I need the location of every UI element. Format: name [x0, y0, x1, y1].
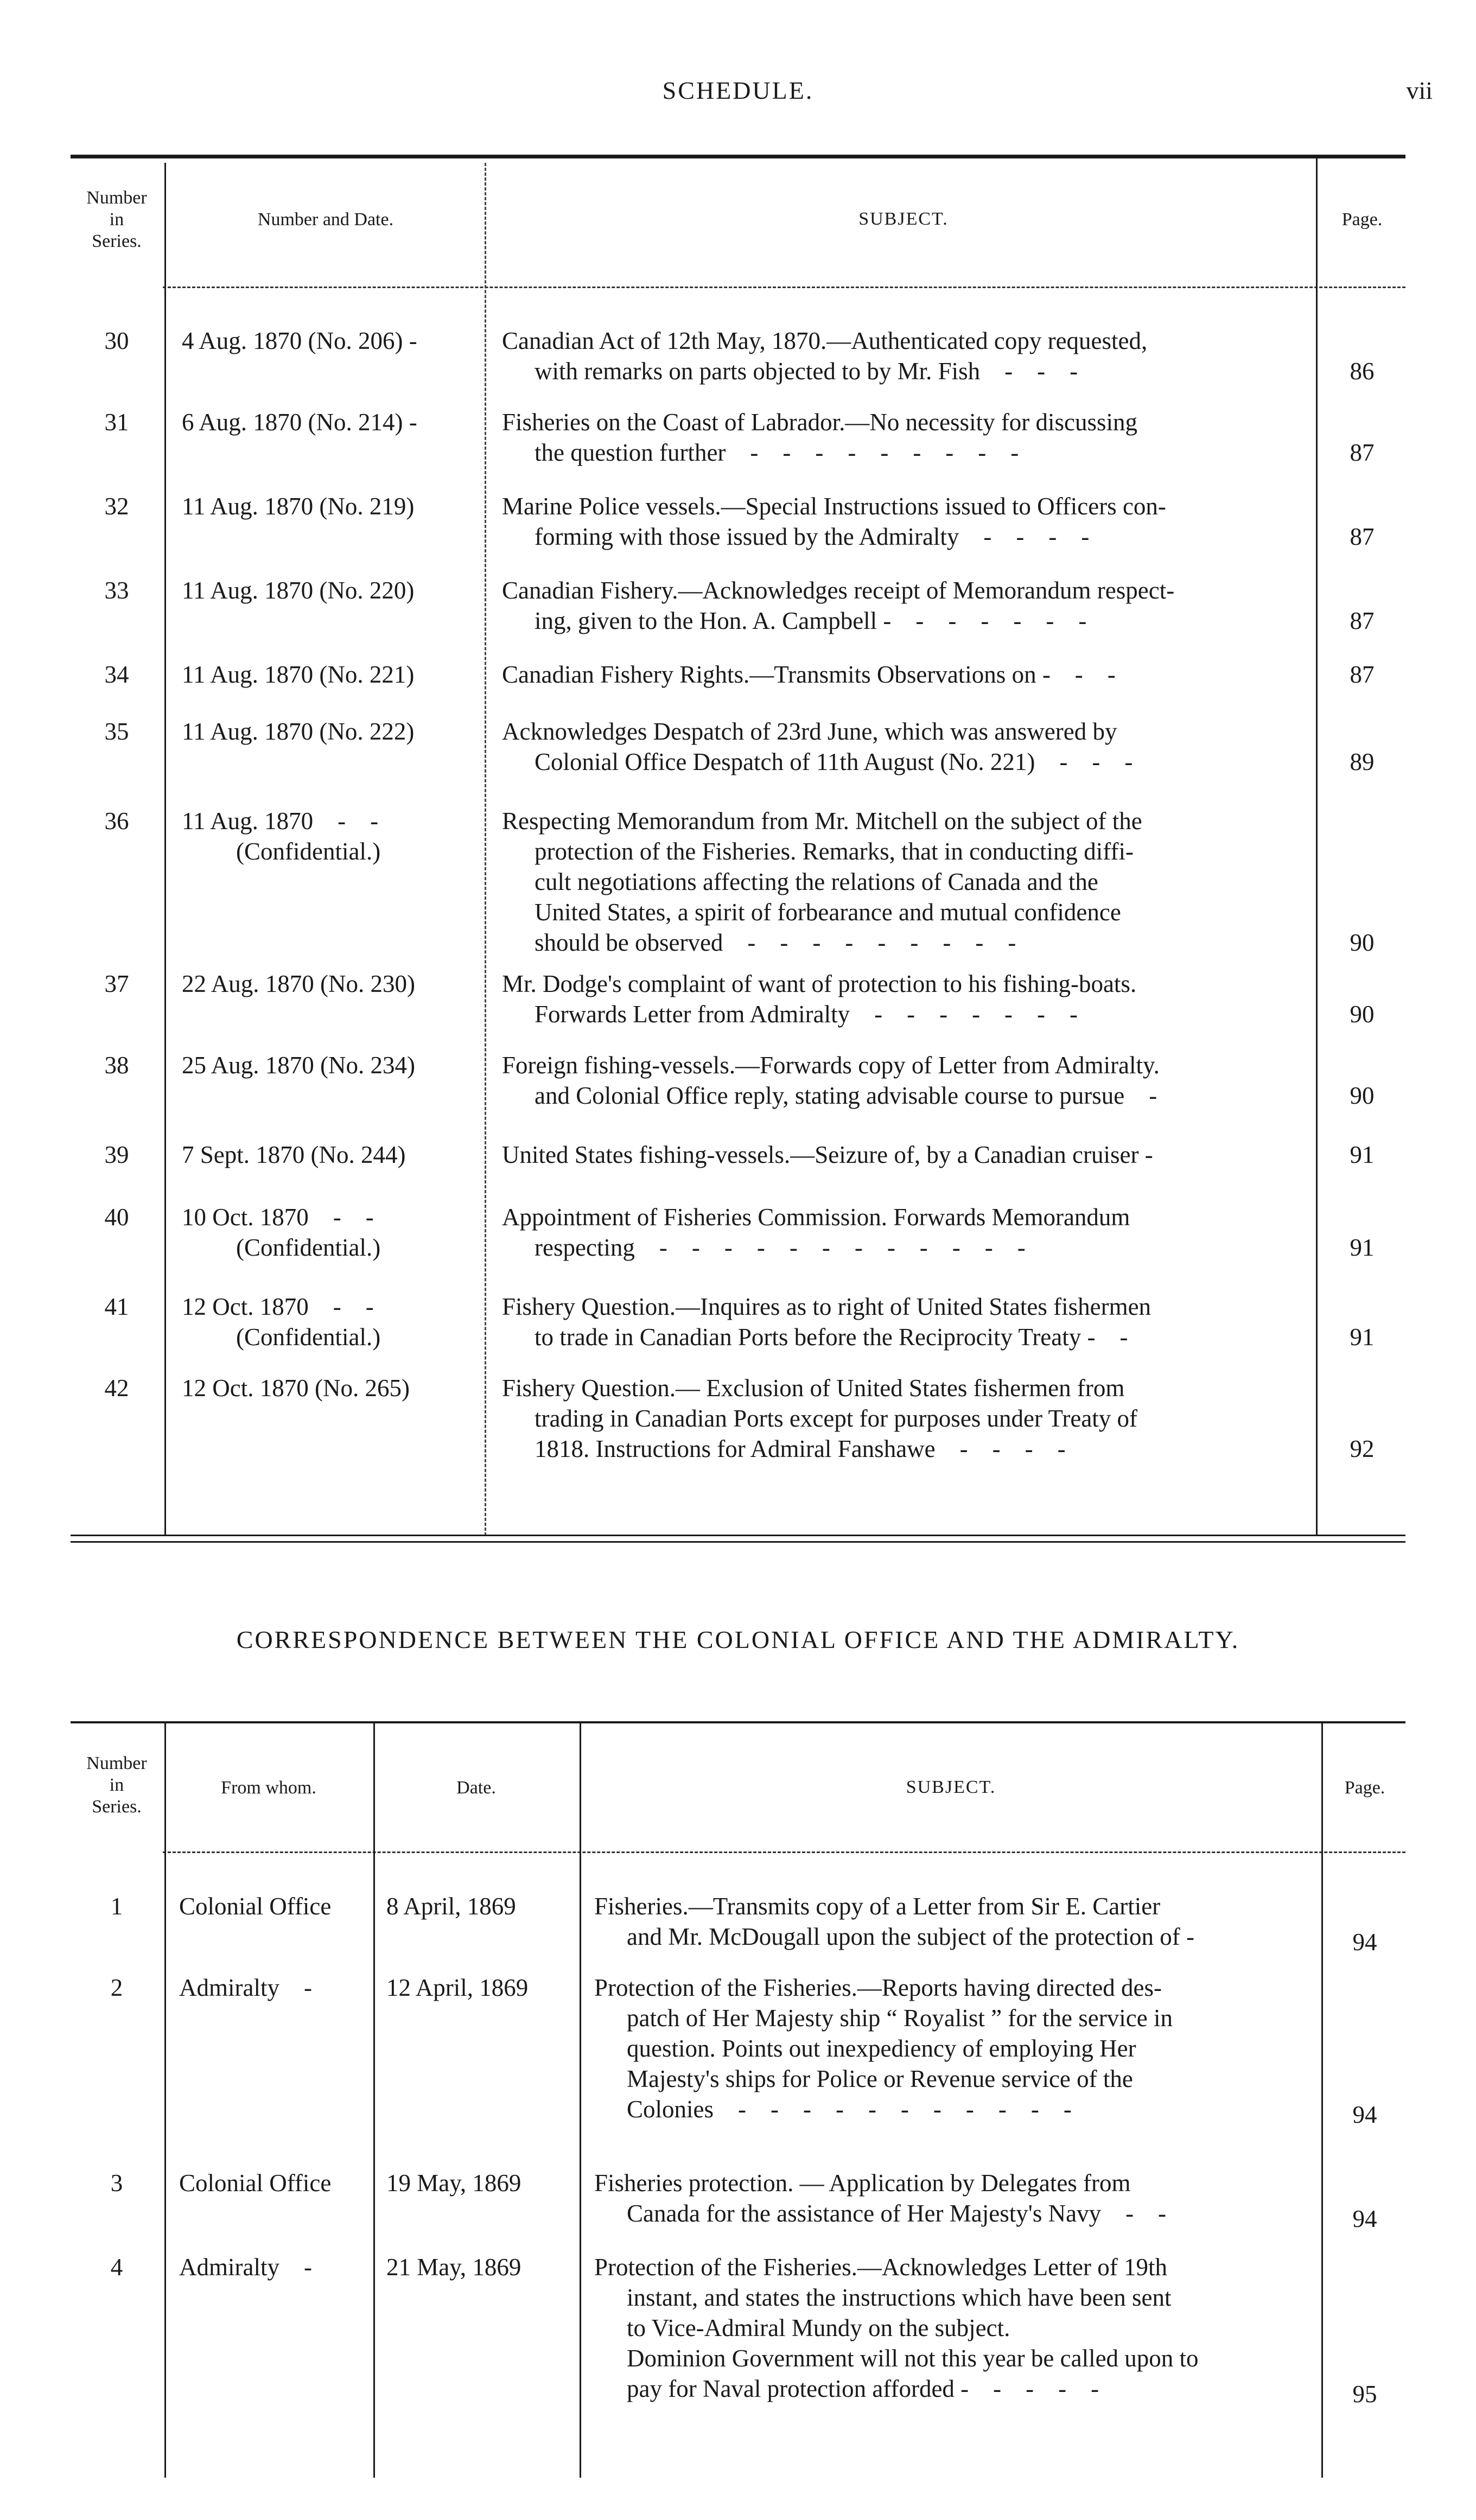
- row-number: 38: [104, 1052, 129, 1079]
- col-header-number: Number in Series.: [86, 188, 147, 251]
- row-number: 41: [104, 1293, 129, 1320]
- row-date: 11 Aug. 1870 - - (Confidential.): [182, 807, 381, 865]
- col-divider: [485, 163, 486, 1536]
- row-from: Admiralty -: [179, 1974, 312, 2001]
- table-bottom-rule: [71, 1535, 1405, 1536]
- col-divider: [580, 1723, 581, 2478]
- col-divider: [164, 1723, 166, 2478]
- row-number: 33: [104, 577, 129, 604]
- header-separator: [163, 287, 1405, 288]
- row-page: 94: [1352, 2205, 1377, 2232]
- row-number: 1: [110, 1893, 123, 1920]
- row-subject: Canadian Fishery Rights.—Transmits Observations on - - -: [502, 661, 1116, 688]
- row-date: 11 Aug. 1870 (No. 219): [182, 493, 415, 520]
- col-divider: [373, 1723, 375, 2478]
- col-header-date: Number and Date.: [257, 209, 394, 230]
- row-number: 31: [104, 409, 129, 436]
- row-date: 25 Aug. 1870 (No. 234): [182, 1052, 415, 1079]
- table-top-rule: [71, 155, 1405, 158]
- row-number: 4: [110, 2254, 123, 2281]
- row-date: 11 Aug. 1870 (No. 221): [182, 661, 415, 688]
- row-page: 87: [1350, 661, 1375, 688]
- row-number: 35: [104, 718, 129, 745]
- row-page: 86: [1350, 358, 1375, 385]
- col-header-from: From whom.: [221, 1778, 316, 1798]
- row-page: 89: [1350, 748, 1375, 775]
- row-date: 10 Oct. 1870 - - (Confidential.): [182, 1204, 381, 1261]
- row-number: 36: [104, 807, 129, 835]
- row-number: 39: [104, 1141, 129, 1168]
- row-number: 42: [104, 1374, 129, 1402]
- row-subject: Canadian Act of 12th May, 1870.—Authenticated copy requested, with remarks on parts objected to by Mr. Fish - - -: [502, 327, 1148, 385]
- row-from: Admiralty -: [179, 2254, 312, 2281]
- row-page: 91: [1350, 1141, 1375, 1168]
- row-number: 30: [104, 327, 129, 354]
- col-header-subject: SUBJECT.: [906, 1777, 996, 1797]
- row-number: 34: [104, 661, 129, 688]
- row-number: 37: [104, 970, 129, 997]
- col-divider: [164, 163, 166, 1536]
- row-date: 11 Aug. 1870 (No. 222): [182, 718, 415, 745]
- row-page: 87: [1350, 607, 1375, 634]
- row-subject: Appointment of Fisheries Commission. Forwards Memorandum respecting - - - - - - - - - - - -: [502, 1204, 1130, 1261]
- row-from: Colonial Office: [179, 2169, 332, 2197]
- row-page: 94: [1352, 2101, 1377, 2128]
- row-subject: Respecting Memorandum from Mr. Mitchell on the subject of the protection of the Fisheries. Remarks, that in conducting diffi- cult negotiations affecting the relations of Canada and the United States, a spirit of forbearance and mutual confidence should be observed - - - - - - - - -: [502, 807, 1142, 956]
- page-number: vii: [1406, 77, 1433, 104]
- row-number: 2: [110, 1974, 123, 2001]
- row-page: 90: [1350, 929, 1375, 956]
- col-header-date: Date.: [456, 1778, 496, 1798]
- col-divider: [1321, 1723, 1323, 2478]
- row-from: Colonial Office: [179, 1893, 332, 1920]
- row-page: 87: [1350, 439, 1375, 466]
- row-subject: Fishery Question.—Inquires as to right of United States fishermen to trade in Canadian Ports before the Reciprocity Treaty - -: [502, 1293, 1151, 1351]
- row-subject: Protection of the Fisheries.—Reports having directed des- patch of Her Majesty ship “ Royalist ” for the service in question. Points out inexpediency of employing Her Majesty's ships for Police or Revenue service of the Colonies - - - - - - - - - - -: [594, 1974, 1173, 2123]
- row-date: 8 April, 1869: [386, 1893, 516, 1920]
- row-page: 91: [1350, 1323, 1375, 1351]
- row-subject: Mr. Dodge's complaint of want of protection to his fishing-boats. Forwards Letter from Admiralty - - - - - - -: [502, 970, 1137, 1028]
- row-date: 19 May, 1869: [386, 2169, 521, 2197]
- row-subject: United States fishing-vessels.—Seizure of, by a Canadian cruiser -: [502, 1141, 1153, 1168]
- row-page: 87: [1350, 523, 1375, 550]
- row-date: 22 Aug. 1870 (No. 230): [182, 970, 415, 997]
- row-subject: Fisheries on the Coast of Labrador.—No necessity for discussing the question further - - - - - - - - -: [502, 409, 1138, 466]
- row-subject: Fisheries protection. — Application by Delegates from Canada for the assistance of Her Majesty's Navy - -: [594, 2169, 1167, 2227]
- row-subject: Acknowledges Despatch of 23rd June, which was answered by Colonial Office Despatch of 11th August (No. 221) - - -: [502, 718, 1133, 775]
- row-page: 92: [1350, 1435, 1375, 1462]
- row-page: 90: [1350, 1082, 1375, 1109]
- row-subject: Marine Police vessels.—Special Instructions issued to Officers con- forming with those issued by the Admiralty - - - -: [502, 493, 1166, 550]
- row-date: 12 Oct. 1870 (No. 265): [182, 1374, 410, 1402]
- row-number: 3: [110, 2169, 123, 2197]
- col-header-page: Page.: [1344, 1778, 1385, 1798]
- page-header: [0, 76, 1476, 119]
- table-bottom-rule: [71, 1541, 1405, 1543]
- section-title: CORRESPONDENCE BETWEEN THE COLONIAL OFFICE AND THE ADMIRALTY.: [236, 1626, 1240, 1653]
- row-subject: Fisheries.—Transmits copy of a Letter from Sir E. Cartier and Mr. McDougall upon the subject of the protection of -: [594, 1893, 1195, 1950]
- col-header-subject: SUBJECT.: [858, 209, 949, 229]
- row-number: 40: [104, 1204, 129, 1231]
- row-date: 12 Oct. 1870 - - (Confidential.): [182, 1293, 381, 1351]
- col-divider: [1316, 155, 1318, 1536]
- row-date: 6 Aug. 1870 (No. 214) -: [182, 409, 417, 436]
- row-subject: Fishery Question.— Exclusion of United States fishermen from trading in Canadian Ports except for purposes under Treaty of 1818. Instructions for Admiral Fanshawe - - - -: [502, 1374, 1138, 1462]
- row-page: 90: [1350, 1001, 1375, 1028]
- row-date: 12 April, 1869: [386, 1974, 529, 2001]
- col-header-number: Number in Series.: [86, 1753, 147, 1817]
- row-subject: Foreign fishing-vessels.—Forwards copy of Letter from Admiralty. and Colonial Office reply, stating advisable course to pursue -: [502, 1052, 1160, 1109]
- header-separator: [163, 1851, 1405, 1853]
- row-page: 94: [1352, 1929, 1377, 1956]
- row-subject: Protection of the Fisheries.—Acknowledges Letter of 19th instant, and states the instructions which have been sent to Vice-Admiral Mundy on the subject. Dominion Government will not this year be called upon to pay for Naval protection afforded - - - - -: [594, 2254, 1199, 2402]
- row-number: 32: [104, 493, 129, 520]
- row-page: 91: [1350, 1234, 1375, 1261]
- row-date: 4 Aug. 1870 (No. 206) -: [182, 327, 417, 354]
- col-header-page: Page.: [1341, 209, 1383, 230]
- row-page: 95: [1352, 2381, 1377, 2408]
- row-subject: Canadian Fishery.—Acknowledges receipt of Memorandum respect- ing, given to the Hon. A. Campbell - - - - - - -: [502, 577, 1175, 634]
- row-date: 7 Sept. 1870 (No. 244): [182, 1141, 406, 1168]
- row-date: 11 Aug. 1870 (No. 220): [182, 577, 415, 604]
- row-date: 21 May, 1869: [386, 2254, 521, 2281]
- page-title: SCHEDULE.: [662, 77, 814, 104]
- table-top-rule: [71, 1721, 1405, 1723]
